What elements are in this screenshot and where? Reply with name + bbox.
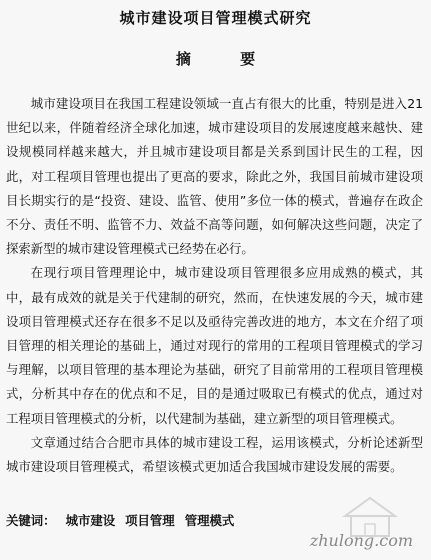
abstract-paragraph-2: 在现行项目管理理论中，城市建设项目管理很多应用成熟的模式，其中，最有成效的就是关于代建制的研究，然而，在快速发展的今天，城市建设项目管理模式还存在很多不足以及亟待完善改进的地方，本文在介绍了项目管理的相关理论的基础上，通过对现行的常用的工程项目管理模式的学习与理解，以项目管理的基本理论为基础，研究了目前常用的工程项目管理模式，分析其中存在的优点和不足，目的是通过吸取已有模式的优点，通过对工程项目管理模式的分析，以代建制为基础，建立新型的项目管理模式。 [6,265,423,426]
abstract-heading: 摘 要 [175,50,278,68]
keyword-2: 项目管理 [125,513,175,528]
keyword-3: 管理模式 [184,513,235,528]
abstract-paragraph-3: 文章通过结合合肥市具体的城市建设工程，运用该模式，分析论述新型城市建设项目管理模式，希望该模式更加适合我国城市建设发展的需要。 [6,434,423,475]
abstract-paragraph-1: 城市建设项目在我国工程建设领域一直占有很大的比重，特别是进入21世纪以来，伴随着经济全球化加速，城市建设项目的发展速度越来越快、建设规模同样越来越大，并且城市建设项目都是关系到国计民生的工程，因此，对工程项目管理也提出了更高的要求，除此之外，我国目前城市建设项目长期实行的是“投资、建设、监管、使用”多位一体的模式，普遍存在政企不分、责任不明、监管不力、效益不高等问题，如何解决这些问题，决定了探索新型的城市建设管理模式已经势在必行。 [6,96,423,257]
document-title: 城市建设项目管理模式研究 [119,9,312,27]
watermark-text: zhulong.com [309,531,413,550]
keywords-line [6,511,244,529]
keyword-1: 城市建设 [65,513,116,528]
keywords-label: 关键词： [6,513,56,528]
abstract-body [6,92,423,479]
